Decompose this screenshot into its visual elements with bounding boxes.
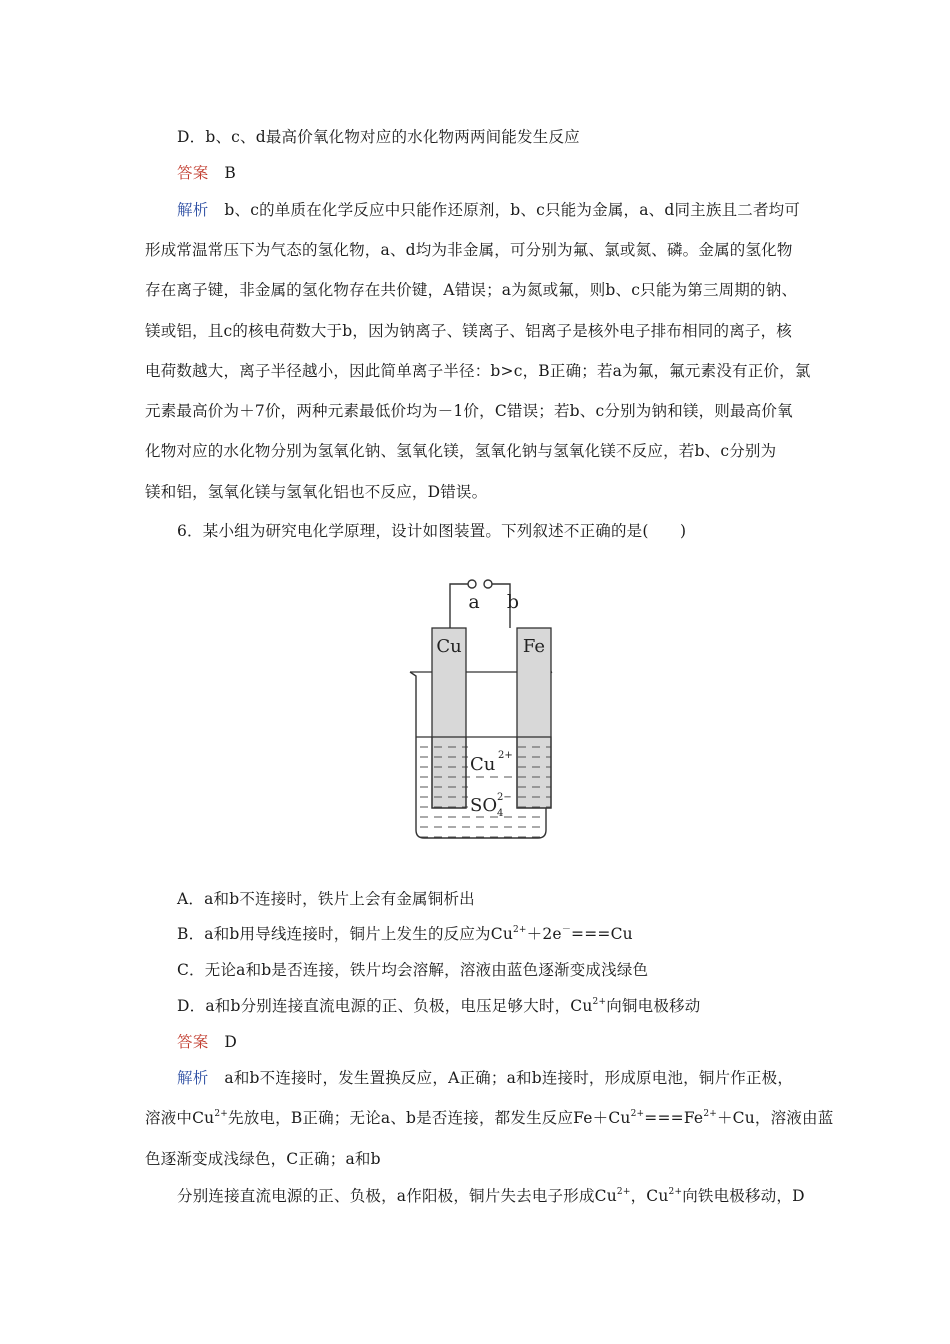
prev-analysis-line-8: 镁和铝，氢氧化镁与氢氧化铝也不反应，D错误。 [145, 483, 488, 501]
ion-so4-charge: 2− [497, 792, 512, 803]
charge-sup: 2+ [592, 997, 607, 1007]
q6-analysis-line-1 [177, 1068, 842, 1088]
option-d [177, 996, 842, 1016]
answer-value: B [224, 164, 236, 182]
q6-analysis-line-3: 色逐渐变成浅绿色，C正确；a和b [145, 1150, 381, 1168]
q6-analysis-line-4 [177, 1186, 842, 1206]
analysis-text: 先放电，B正确；无论a、b是否连接，都发生反应Fe＋Cu [228, 1109, 631, 1127]
option-a: A．a和b不连接时，铁片上会有金属铜析出 [177, 890, 475, 908]
q6-answer-line [177, 1032, 842, 1052]
option-b-text: B．a和b用导线连接时，铜片上发生的反应为Cu [177, 925, 513, 943]
answer-value: D [224, 1033, 238, 1051]
option-d-text: D．a和b分别连接直流电源的正、负极，电压足够大时，Cu [177, 997, 593, 1015]
charge-sup: 2+ [513, 925, 527, 935]
analysis-text: ，Cu [630, 1187, 669, 1205]
option-b-text: ＋2e [526, 925, 562, 943]
ion-so4-label: SO [470, 795, 498, 816]
analysis-text: 向铁电极移动，D [682, 1187, 805, 1205]
answer-label: 答案 [177, 1033, 209, 1051]
option-c: C．无论a和b是否连接，铁片均会溶解，溶液由蓝色逐渐变成浅绿色 [177, 961, 649, 979]
charge-sup: － [561, 925, 572, 935]
prev-analysis-line-6: 元素最高价为＋7价，两种元素最低价均为－1价，C错误；若b、c分别为钠和镁，则最高价氧 [145, 402, 793, 420]
electrode-cu-label: Cu [436, 636, 462, 657]
charge-sup: 2+ [616, 1187, 631, 1197]
option-b [177, 924, 842, 944]
prev-analysis-line-7: 化物对应的水化物分别为氢氧化钠、氢氧化镁，氢氧化钠与氢氧化镁不反应，若b、c分别为 [145, 442, 777, 460]
terminal-a-icon [468, 580, 476, 588]
analysis-label: 解析 [177, 201, 209, 219]
option-d-text: 向铜电极移动 [606, 997, 701, 1015]
analysis-text: b、c的单质在化学反应中只能作还原剂，b、c只能为金属，a、d同主族且二者均可 [224, 201, 801, 219]
electrochemistry-diagram [404, 572, 554, 842]
question-6-stem: 6．某小组为研究电化学原理，设计如图装置。下列叙述不正确的是( ) [177, 522, 687, 540]
wire-left [450, 584, 468, 628]
analysis-text: 分别连接直流电源的正、负极，a作阳极，铜片失去电子形成Cu [177, 1187, 617, 1205]
prev-analysis-line-4: 镁或铝，且c的核电荷数大于b，因为钠离子、镁离子、铝离子是核外电子排布相同的离子，核 [145, 322, 793, 340]
prev-analysis-line-1 [177, 200, 842, 220]
prev-analysis-line-2: 形成常温常压下为气态的氢化物，a、d均为非金属，可分别为氟、氯或氮、磷。金属的氢化物 [145, 241, 793, 259]
ion-so4-subscript: 4 [497, 808, 504, 819]
ion-cu-label: Cu [470, 754, 496, 775]
charge-sup: 2+ [668, 1187, 683, 1197]
prev-analysis-line-3: 存在离子键，非金属的氢化物存在共价键，A错误；a为氮或氟，则b、c只能为第三周期的钠、 [145, 281, 798, 299]
ion-cu-charge: 2+ [498, 750, 513, 761]
option-b-text: ===Cu [571, 925, 633, 943]
analysis-text: ===Fe [644, 1109, 704, 1127]
analysis-text: a和b不连接时，发生置换反应，A正确；a和b连接时，形成原电池，铜片作正极， [224, 1069, 794, 1087]
analysis-text: ＋Cu，溶液由蓝 [716, 1109, 834, 1127]
analysis-label: 解析 [177, 1069, 209, 1087]
electrode-fe-label: Fe [522, 636, 546, 657]
q6-analysis-line-2 [145, 1108, 834, 1128]
prev-option-d: D．b、c、d最高价氧化物对应的水化物两两间能发生反应 [177, 128, 580, 146]
terminal-a-label: a [468, 591, 480, 613]
answer-label: 答案 [177, 164, 209, 182]
prev-answer-line [177, 163, 842, 183]
prev-analysis-line-5: 电荷数越大，离子半径越小，因此简单离子半径：b>c，B正确；若a为氟，氟元素没有正价，氯 [145, 362, 811, 380]
analysis-text: 溶液中Cu [145, 1109, 215, 1127]
charge-sup: 2+ [630, 1109, 645, 1119]
charge-sup: 2+ [214, 1109, 229, 1119]
terminal-b-icon [484, 580, 492, 588]
charge-sup: 2+ [703, 1109, 717, 1119]
terminal-b-label: b [506, 591, 520, 613]
